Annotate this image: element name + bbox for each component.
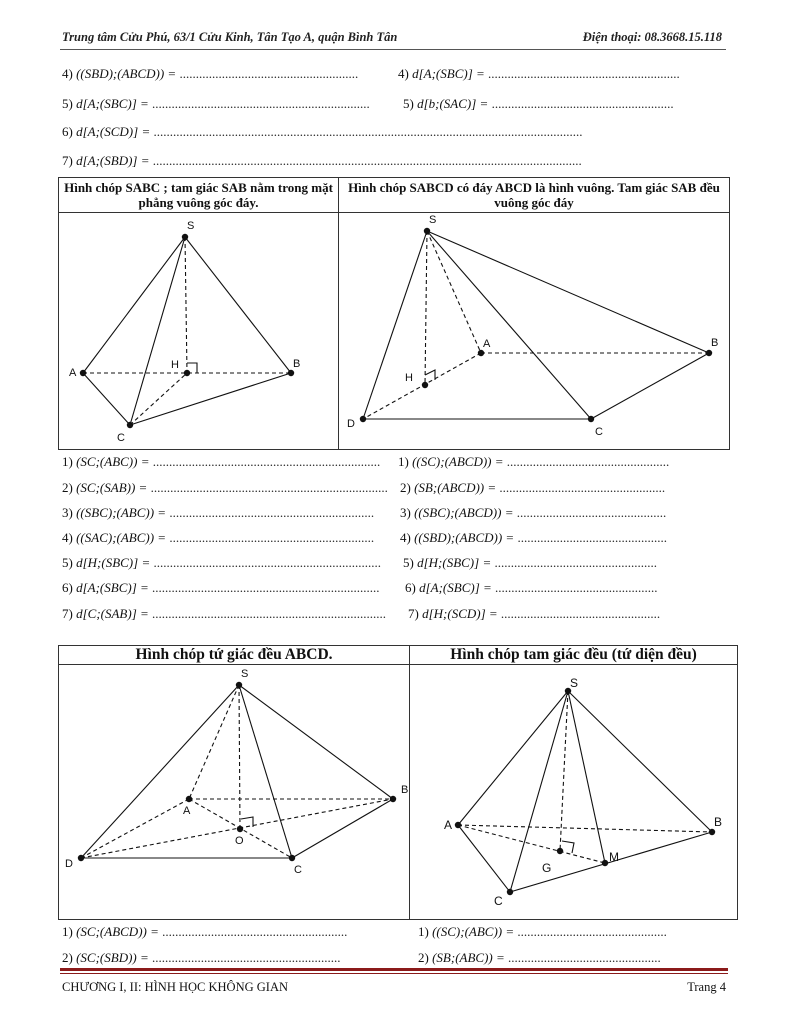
label-s: S (570, 676, 579, 690)
caption-cell (339, 178, 730, 213)
caption-cell (59, 646, 410, 665)
label-c: C (494, 894, 503, 908)
label-b: B (293, 358, 301, 370)
item-number: 4) (62, 66, 73, 81)
right-angle-mark (425, 370, 435, 380)
label-g: G (542, 861, 552, 875)
figure-table-1 (58, 177, 730, 450)
height-so (239, 685, 240, 829)
figure-cell (59, 213, 339, 450)
exercise-line: 2) (SB;(ABCD)) = ................................................... (400, 480, 666, 495)
label-s: S (241, 668, 249, 680)
header-center-address: Trung tâm Cửu Phú, 63/1 Cửu Kinh, Tân Tạo A, quận Bình Tân (62, 30, 398, 44)
edge-ac (458, 825, 510, 892)
exercise-line: 2) (SB;(ABC)) = ............................................... (418, 950, 661, 965)
exercise-line: 7) d[A;(SBD)] = .................................................................................................................................... (62, 153, 582, 168)
exercise-line: 5) d[A;(SBC)] = ................................................................... (62, 96, 370, 111)
label-c: C (595, 426, 603, 438)
footer-page-number: Trang 4 (687, 980, 726, 994)
caption-cell (410, 646, 738, 665)
figure-cell (339, 213, 730, 450)
vertex-s (182, 234, 188, 240)
label-h: H (171, 359, 179, 371)
edge-ad-hidden (81, 799, 189, 858)
edge-sd (363, 231, 427, 419)
item-number: 4) (398, 66, 409, 81)
edge-sb (568, 691, 712, 832)
label-m: M (609, 850, 619, 864)
figure-caption: Hình chóp SABCD có đáy ABCD là hình vuông. Tam giác SAB đều vuông góc đáy (348, 180, 720, 210)
item-expression: d[b;(SAC)] = (417, 96, 489, 111)
item-expression: ((SBD);(ABCD)) = (76, 66, 177, 81)
right-angle-mark (241, 817, 253, 827)
pyramid-sabc-figure (59, 213, 338, 445)
exercise-line: 2) (SC;(SAB)) = ......................................................................... (62, 480, 388, 495)
exercise-line: 1) ((SC);(ABC)) = .............................................. (418, 924, 667, 939)
item-expression: d[A;(SBC)] = (412, 66, 485, 81)
label-o: O (235, 835, 244, 847)
edge-ac (83, 373, 130, 425)
edge-sb (185, 237, 291, 373)
exercise-line: 5) d[H;(SBC)] = ...................................................................... (62, 555, 381, 570)
exercise-line: 2) (SC;(SBD)) = .......................................................... (62, 950, 341, 965)
exercise-line: 4) ((SBD);(ABCD)) = ....................................................... (62, 66, 359, 81)
label-h: H (405, 372, 413, 384)
header-divider (60, 49, 726, 50)
figure-cell (410, 665, 738, 920)
label-a: A (69, 367, 77, 379)
segment-sm (568, 691, 605, 863)
pyramid-sabcd-figure (339, 213, 729, 445)
item-expression: d[A;(SCD)] = (76, 124, 151, 139)
item-number: 5) (62, 96, 73, 111)
label-d: D (65, 858, 73, 870)
label-a: A (183, 805, 191, 817)
vertex-b (706, 350, 712, 356)
vertex-a (478, 350, 484, 356)
caption-cell (59, 178, 339, 213)
vertex-c (289, 855, 295, 861)
exercise-line: 4) ((SBD);(ABCD)) = .............................................. (400, 530, 667, 545)
vertex-o (237, 826, 243, 832)
edge-sb (427, 231, 709, 353)
footer-divider (60, 968, 728, 971)
figure-cell (59, 665, 410, 920)
vertex-c (127, 422, 133, 428)
figure-caption: Hình chóp tam giác đều (tứ diện đều) (450, 646, 697, 663)
exercise-line: 3) ((SBC);(ABCD)) = .............................................. (400, 505, 667, 520)
height-sh (185, 237, 187, 373)
vertex-b (288, 370, 294, 376)
exercise-line: 6) d[A;(SCD)] = .................................................................................................................................... (62, 124, 583, 139)
footer-chapter: CHƯƠNG I, II: HÌNH HỌC KHÔNG GIAN (62, 980, 288, 994)
exercise-line: 5) d[b;(SAC)] = ........................................................ (403, 96, 674, 111)
label-c: C (294, 864, 302, 876)
vertex-c (588, 416, 594, 422)
edge-sa (458, 691, 568, 825)
exercise-line: 1) (SC;(ABCD)) = ......................................................... (62, 924, 348, 939)
item-expression: d[A;(SBC)] = (76, 96, 149, 111)
exercise-line: 3) ((SBC);(ABC)) = ............................................................... (62, 505, 375, 520)
label-s: S (187, 220, 195, 232)
page-header (62, 30, 722, 48)
exercise-line: 6) d[A;(SBC)] = .................................................. (405, 580, 658, 595)
vertex-m (602, 860, 608, 866)
edge-ab-hidden (458, 825, 712, 832)
vertex-b (709, 829, 715, 835)
label-a: A (444, 818, 453, 832)
vertex-h (422, 382, 428, 388)
label-b: B (711, 337, 719, 349)
vertex-d (360, 416, 366, 422)
figure-table-2 (58, 645, 738, 920)
edge-cb (130, 373, 291, 425)
exercise-line: 7) d[H;(SCD)] = ................................................. (408, 606, 661, 621)
vertex-d (78, 855, 84, 861)
item-number: 6) (62, 124, 73, 139)
exercise-line: 5) d[H;(SBC)] = .................................................. (403, 555, 657, 570)
edge-sa (83, 237, 185, 373)
exercise-line: 6) d[A;(SBC)] = ...................................................................... (62, 580, 380, 595)
height-sh (425, 231, 427, 385)
item-expression: d[A;(SBD)] = (76, 153, 150, 168)
figure-caption: Hình chóp SABC ; tam giác SAB nằm trong mặt phẳng vuông góc đáy. (64, 180, 333, 210)
edge-sc (510, 691, 568, 892)
vertex-a (186, 796, 192, 802)
edge-sa-hidden (427, 231, 481, 353)
edge-sb (239, 685, 393, 799)
footer-divider-thin (60, 973, 728, 974)
label-b: B (401, 784, 409, 796)
label-d: D (347, 418, 355, 430)
edge-sc (427, 231, 591, 419)
regular-tetrahedron-figure (410, 665, 737, 915)
label-c: C (117, 432, 125, 444)
exercise-line: 4) d[A;(SBC)] = ........................................................... (398, 66, 680, 81)
item-number: 7) (62, 153, 73, 168)
vertex-h (184, 370, 190, 376)
exercise-line: 1) ((SC);(ABCD)) = .................................................. (398, 454, 670, 469)
vertex-c (507, 889, 513, 895)
vertex-s (424, 228, 430, 234)
exercise-line: 7) d[C;(SAB)] = ........................................................................ (62, 606, 387, 621)
vertex-b (390, 796, 396, 802)
exercise-line: 1) (SC;(ABC)) = ...................................................................... (62, 454, 381, 469)
edge-cb (292, 799, 393, 858)
regular-square-pyramid-figure (59, 665, 409, 915)
vertex-s (236, 682, 242, 688)
edge-cb (591, 353, 709, 419)
median-am (458, 825, 605, 863)
exercise-line: 4) ((SAC);(ABC)) = ............................................................... (62, 530, 375, 545)
label-b: B (714, 815, 723, 829)
segment-ch (130, 373, 187, 425)
right-angle-mark (562, 841, 574, 853)
label-a: A (483, 338, 491, 350)
header-phone: Điện thoại: 08.3668.15.118 (582, 30, 722, 44)
label-s: S (429, 214, 437, 226)
edge-sa-hidden (189, 685, 239, 799)
item-number: 5) (403, 96, 414, 111)
vertex-a (80, 370, 86, 376)
figure-caption: Hình chóp tứ giác đều ABCD. (135, 646, 333, 663)
edge-sc (130, 237, 185, 425)
vertex-g (557, 848, 563, 854)
vertex-a (455, 822, 461, 828)
